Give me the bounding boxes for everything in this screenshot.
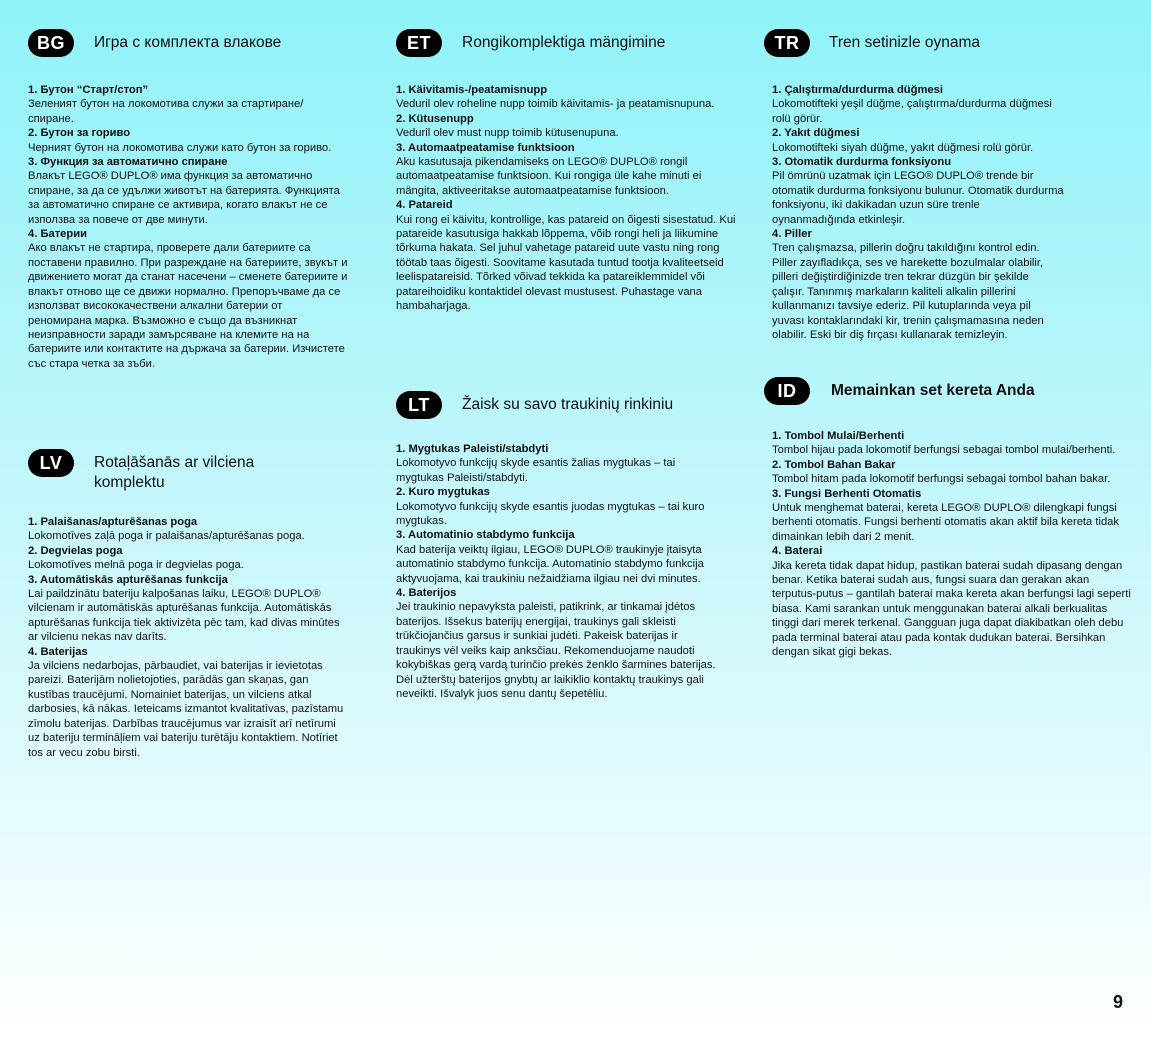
- instruction-item: [28, 227, 348, 371]
- item-body: Lokomotifteki siyah düğme, yakıt düğmesi rolü görür.: [772, 141, 1034, 154]
- item-heading: 4. Baterijas: [28, 645, 88, 658]
- instruction-item: [772, 227, 1064, 342]
- instruction-list: [28, 83, 348, 371]
- item-heading: 2. Бутон за гориво: [28, 127, 131, 140]
- item-heading: 1. Palaišanas/apturēšanas poga: [28, 516, 198, 528]
- item-heading: 3. Automaatpeatamise funktsioon: [396, 141, 575, 154]
- instruction-item: [396, 442, 721, 485]
- item-body: Kui rong ei käivitu, kontrollige, kas patareid on õigesti sisestatud. Kui patareide kasutusiga hakkab lõppema, võib rongi heli ja liikumine tõrkuma hakata. Sel juhul vahetage patareid uute vastu ning rong töötab taas õigesti. Soovitame kasutada tuntud tootja kvaliteetseid leelispatareisid. Tõrked võivad tekkida ka patareiklemmidel või patareihoidiku kontaktidel olevast mustusest. Puhastage vana hambaharjaga.: [396, 213, 736, 313]
- item-body: Pil ömrünü uzatmak için LEGO® DUPLO® trende bir otomatik durdurma fonksiyonu bulunur. Otomatik durdurma fonksiyonu, iki dakikadan uzun süre trenle oynanmadığında etkinleşir.: [772, 170, 1064, 226]
- section-id: [764, 377, 1132, 660]
- section-title: Rotaļāšanās ar vilciena komplektu: [94, 454, 255, 491]
- section-header: [396, 29, 736, 57]
- item-heading: 2. Tombol Bahan Bakar: [772, 458, 896, 471]
- language-badge: LT: [396, 391, 442, 419]
- section-title: Tren setinizle oynama: [829, 34, 981, 51]
- item-body: Ако влакът не стартира, проверете дали батериите са поставени правилно. При разреждане на батериите, звукът и движението могат да станат насечени – сменете батериите и влакът отново ще се движи нормално. Препоръчваме да се използват висококачествени алкални батерии от реномирана марка. Възможно е също да възникнат неизправности заради замърсяване на клемите на на батериите или контактите на държача за батерии. Изчистете със стара четка за зъби.: [28, 242, 348, 370]
- page-number: 9: [1112, 992, 1123, 1012]
- instruction-item: [28, 573, 348, 645]
- item-body: Lokomotyvo funkcijų skyde esantis žalias mygtukas – tai mygtukas Paleisti/stabdyti.: [396, 457, 676, 484]
- item-body: Jei traukinio nepavyksta paleisti, patikrink, ar tinkamai įdėtos baterijos. Išsekus baterijų energijai, traukinys gali skleisti trūkčiojančius garsus ir sunkiai judėti. Pakeisk baterijas ir traukinys vėl veiks kaip anksčiau. Rekomenduojame naudoti kokybiškas gerą vardą turinčio prekės ženklo šarmines baterijas. Dėl užterštų baterijos gnybtų ar laikiklio kontaktų traukinys gali neveikti. Išvalyk juos senu dantų šepetėliu.: [396, 601, 716, 700]
- instruction-item: [772, 429, 1132, 458]
- language-badge: ET: [396, 29, 442, 57]
- instruction-list: [764, 83, 1064, 342]
- section-title: Žaisk su savo traukinių rinkiniu: [462, 396, 674, 413]
- section-header: [396, 391, 721, 419]
- item-heading: 1. Бутон “Старт/стоп”: [28, 84, 149, 96]
- instruction-item: [396, 528, 721, 586]
- item-heading: 3. Функция за автоматично спиране: [28, 156, 228, 169]
- item-body: Aku kasutusaja pikendamiseks on LEGO® DUPLO® rongil automaatpeatamise funktsioon. Kui rongiga üle kahe minuti ei mängita, aktiveeritakse automaatpeatamise funktsioon.: [396, 156, 702, 197]
- item-body: Lokomotyvo funkcijų skyde esantis juodas mygtukas – tai kuro mygtukas.: [396, 500, 705, 528]
- instruction-item: [396, 198, 736, 313]
- item-body: Lokomotīves melnā poga ir degvielas poga.: [28, 559, 244, 572]
- section-title: Игра с комплекта влакове: [94, 34, 282, 51]
- item-heading: 4. Baterijos: [396, 587, 457, 600]
- item-heading: 1. Mygtukas Paleisti/stabdyti: [396, 443, 549, 455]
- item-heading: 4. Батерии: [28, 228, 87, 241]
- item-heading: 3. Otomatik durdurma fonksiyonu: [772, 156, 952, 169]
- section-title: Rongikomplektiga mängimine: [462, 34, 666, 51]
- item-body: Veduril olev roheline nupp toimib käivitamis- ja peatamisnupuna.: [396, 98, 715, 111]
- item-heading: 1. Çalıştırma/durdurma düğmesi: [772, 84, 943, 96]
- item-heading: 2. Kütusenupp: [396, 112, 474, 125]
- section-header: [28, 449, 348, 493]
- item-body: Lokomotifteki yeşil düğme, çalıştırma/durdurma düğmesi rolü görür.: [772, 98, 1052, 125]
- instruction-item: [28, 515, 348, 544]
- item-body: Lai paildzinātu bateriju kalpošanas laiku, LEGO® DUPLO® vilcienam ir automātiskās apturēšanas funkcija. Automātiskās apturēšanas funkcija tiek aktivizēta pēc tam, kad divas minūtes ar vilcienu nekas nav darīts.: [28, 588, 340, 644]
- instruction-item: [772, 458, 1132, 487]
- language-badge: ID: [764, 377, 810, 405]
- item-body: Tren çalışmazsa, pillerin doğru takıldığını kontrol edin. Piller zayıfladıkça, ses ve harekette bozulmalar olabilir, pilleri değiştirdiğinizde tren tekrar düzgün bir şekilde çalışır. Tanınmış markaların kaliteli alkalin pillerini kullanmanızı tavsiye ederiz. Pil kutuplarında veya pil yuvası kontaklarındaki kir, trenin çalışmamasına neden olabilir. Eski bir diş fırçası kullanarak temizleyin.: [772, 242, 1044, 341]
- instruction-item: [396, 586, 721, 701]
- instruction-item: [772, 83, 1064, 126]
- language-badge: TR: [764, 29, 810, 57]
- instruction-item: [772, 126, 1064, 155]
- section-et: [396, 29, 736, 314]
- language-badge: BG: [28, 29, 74, 57]
- instruction-list: [396, 442, 721, 701]
- item-heading: 1. Käivitamis-/peatamisnupp: [396, 84, 548, 96]
- item-body: Untuk menghemat baterai, kereta LEGO® DUPLO® dilengkapi fungsi berhenti otomatis. Fungsi berhenti otomatis akan aktif bila kereta tidak dimainkan lebih dari 2 menit.: [772, 502, 1119, 543]
- item-body: Зеленият бутон на локомотива служи за стартиране/спиране.: [28, 98, 304, 125]
- item-body: Ja vilciens nedarbojas, pārbaudiet, vai baterijas ir ievietotas pareizi. Baterijām nolietojoties, parādās gan skaņas, gan kustības traucējumi. Nomainiet baterijas, un vilciens atkal darbosies, kā nākas. Ieteicams izmantot kvalitatīvas, pazīstamu zīmolu baterijas. Darbības traucējumus var izraisīt arī netīrumi uz bateriju termināļiem vai bateriju turētāju kontaktiem. Notīriet tos ar vecu zobu birsti.: [28, 660, 344, 759]
- item-body: Влакът LEGO® DUPLO® има функция за автоматично спиране, за да се удължи животът на батерията. Функцията за автоматично спиране се активира, когато влакът не се използва за повече от две минути.: [28, 170, 340, 226]
- section-title: Memainkan set kereta Anda: [831, 382, 1035, 399]
- item-heading: 2. Yakıt düğmesi: [772, 127, 860, 140]
- item-body: Черният бутон на локомотива служи като бутон за гориво.: [28, 141, 332, 154]
- instruction-item: [772, 487, 1132, 545]
- item-heading: 3. Automātiskās apturēšanas funkcija: [28, 573, 228, 586]
- instruction-item: [396, 485, 721, 528]
- language-badge: LV: [28, 449, 74, 477]
- item-body: Lokomotīves zaļā poga ir palaišanas/apturēšanas poga.: [28, 530, 305, 543]
- instruction-item: [396, 112, 736, 141]
- section-lv: [28, 449, 348, 760]
- section-bg: [28, 29, 348, 371]
- section-header: [764, 29, 1064, 57]
- item-heading: 4. Baterai: [772, 545, 823, 558]
- item-body: Jika kereta tidak dapat hidup, pastikan baterai sudah dipasang dengan benar. Ketika baterai sudah aus, fungsi suara dan gerakan akan terputus-putus – gantilah baterai maka kereta akan berfungsi lagi seperti biasa. Kami sarankan untuk menggunakan baterai alkali berkualitas tinggi dari merek terkenal. Gangguan juga dapat diakibatkan oleh debu pada terminal baterai atau pada kontak dudukan baterai. Bersihkan dengan sikat gigi bekas.: [772, 559, 1131, 659]
- item-heading: 4. Piller: [772, 228, 812, 241]
- instruction-list: [396, 83, 736, 314]
- item-body: Tombol hitam pada lokomotif berfungsi sebagai tombol bahan bakar.: [772, 473, 1111, 486]
- item-body: Tombol hijau pada lokomotif berfungsi sebagai tombol mulai/berhenti.: [772, 444, 1116, 457]
- instruction-item: [28, 544, 348, 573]
- item-body: Kad baterija veiktų ilgiau, LEGO® DUPLO® traukinyje įtaisyta automatinio stabdymo funkcija. Automatinio stabdymo funkcija aktyvuojama, kai traukiniu nežaidžiama ilgiau nei dvi minutes.: [396, 543, 704, 585]
- instruction-list: [28, 515, 348, 760]
- item-heading: 1. Tombol Mulai/Berhenti: [772, 430, 905, 442]
- instruction-item: [396, 83, 736, 112]
- instruction-item: [28, 645, 348, 760]
- instruction-item: [28, 126, 348, 155]
- item-heading: 3. Fungsi Berhenti Otomatis: [772, 487, 922, 500]
- section-header: [764, 377, 1132, 405]
- instruction-item: [772, 544, 1132, 659]
- item-heading: 2. Kuro mygtukas: [396, 486, 490, 499]
- item-heading: 4. Patareid: [396, 199, 453, 212]
- instruction-item: [28, 83, 348, 126]
- instruction-item: [396, 141, 736, 199]
- instruction-item: [28, 155, 348, 227]
- item-heading: 3. Automatinio stabdymo funkcija: [396, 529, 575, 542]
- section-lt: [396, 391, 721, 701]
- item-body: Veduril olev must nupp toimib kütusenupuna.: [396, 127, 619, 140]
- instruction-list: [764, 429, 1132, 660]
- item-heading: 2. Degvielas poga: [28, 544, 123, 557]
- instruction-item: [772, 155, 1064, 227]
- section-header: [28, 29, 348, 57]
- section-tr: [764, 29, 1064, 342]
